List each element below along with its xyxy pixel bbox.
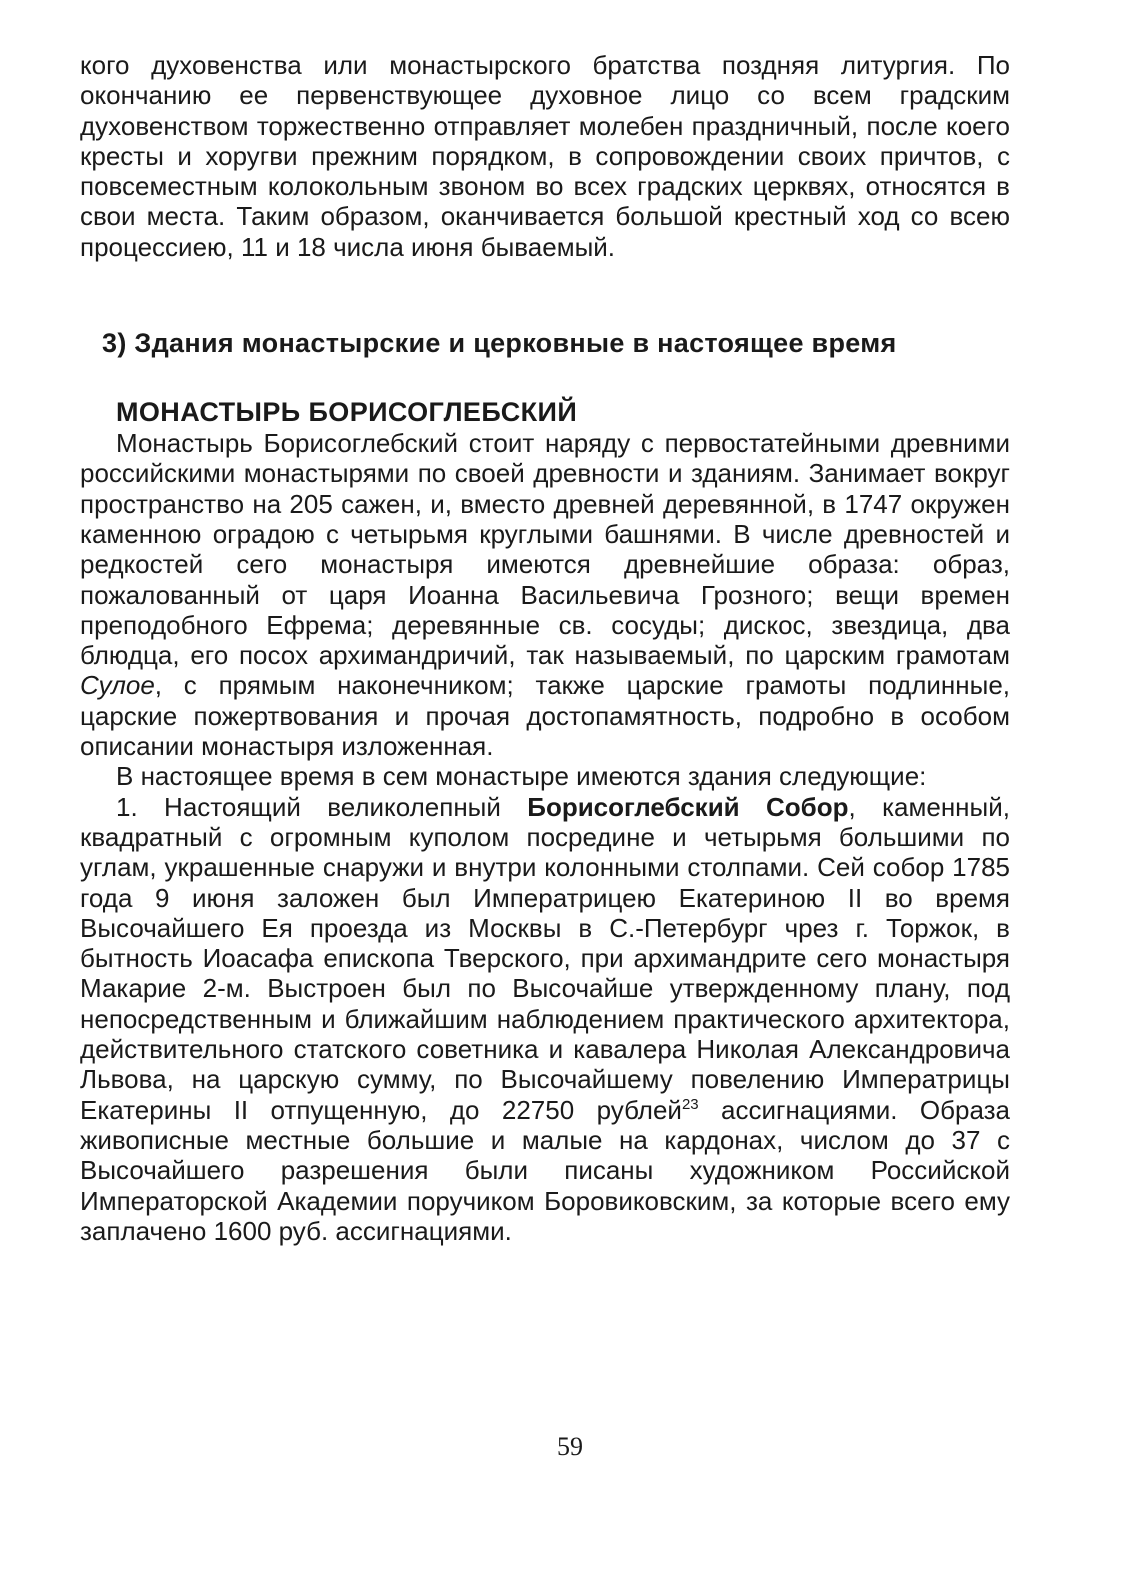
monastery-description-paragraph — [80, 428, 1010, 761]
paragraph-text: 1. Настоящий великолепный — [116, 791, 528, 822]
cathedral-name: Борисоглебский Собор — [527, 791, 849, 822]
cathedral-paragraph — [80, 792, 1010, 1246]
paragraph-text: ассигнациями. Образа живописные местные большие и малые на кардонах, числом до 37 с Высочайшего разрешения были писаны художником Российской Императорской Академии поручиком Боровиковским, за которые всего ему заплачено 1600 руб. ассигнациями. — [80, 1094, 1010, 1246]
section-heading: 3) Здания монастырские и церковные в настоящее время — [102, 328, 897, 359]
page-body — [80, 50, 1010, 1246]
page-number: 59 — [557, 1432, 583, 1461]
paragraph-text: , с прямым наконечником; также царские грамоты подлинные, царские пожертвования и прочая достопамятность, подробно в особом описании монастыря изложенная. — [80, 670, 1010, 762]
paragraph-text: , каменный, квадратный с огромным куполом посредине и четырьмя большими по углам, украшенные снаружи и внутри колонными столпами. Сей собор 1785 года 9 июня заложен был Императрицею Екатериною II во время Высочайшего Ея проезда из Москвы в С.-Петербург чрез г. Торжок, в бытность Иоасафа епископа Тверского, при архимандрите сего монастыря Макарие 2-м. Выстроен был по Высочайше утвержденному плану, под непосредственным и ближайшим наблюдением практического архитектора, действительного статского советника и кавалера Николая Александровича Львова, на царскую сумму, по Высочайшему повелению Императрицы Екатерины II отпущенную, до 22750 рублей — [80, 791, 1010, 1125]
buildings-intro-paragraph: В настоящее время в сем монастыре имеются здания следующие: — [116, 761, 927, 792]
intro-paragraph: кого духовенства или монастырского братства поздняя литургия. По окончанию ее первенствующее духовное лицо со всем градским духовенством торжественно отправляет молебен праздничный, после коего кресты и хоругви прежним порядком, в сопровождении своих причтов, с повсеместным колокольным звоном во всех градских церквях, относятся в свои места. Таким образом, оканчивается большой крестный ход со всею процессиею, 11 и 18 числа июня бываемый. — [80, 50, 1010, 262]
footnote-marker[interactable]: 23 — [681, 1095, 699, 1113]
paragraph-text: Монастырь Борисоглебский стоит наряду с первостатейными древними российскими монастырями по своей древности и зданиям. Занимает вокруг пространство на 205 сажен, и, вместо древней деревянной, в 1747 окружен каменною оградою с четырьмя круглыми башнями. В числе древностей и редкостей сего монастыря имеются древнейшие образа: образ, пожалованный от царя Иоанна Васильевича Грозного; вещи времен преподобного Ефрема; деревянные св. сосуды; дискос, звездица, два блюдца, его посох архимандричий, так называемый, по царским грамотам — [80, 428, 1010, 671]
monastery-title: МОНАСТЫРЬ БОРИСОГЛЕБСКИЙ — [116, 397, 578, 428]
italic-term: Сулое — [80, 670, 155, 701]
